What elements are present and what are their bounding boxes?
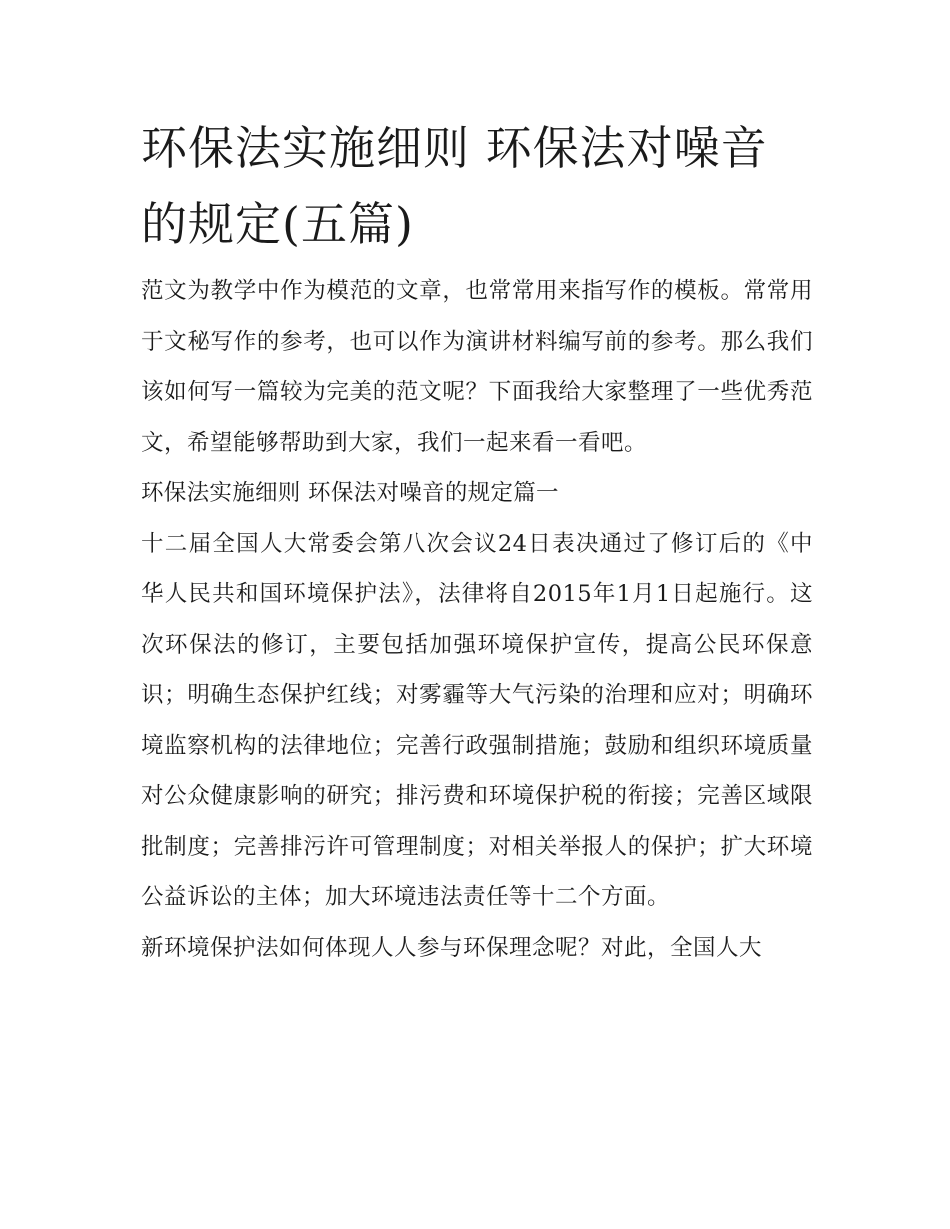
intro-paragraph: 范文为教学中作为模范的文章，也常常用来指写作的模板。常常用于文秘写作的参考，也可以作为演讲材料编写前的参考。那么我们该如何写一篇较为完美的范文呢？下面我给大家整理了一些优秀范文，希望能够帮助到大家，我们一起来看一看吧。: [141, 278, 813, 456]
section-heading: 环保法实施细则 环保法对噪音的规定篇一: [141, 480, 559, 506]
body-paragraph-2: 新环境保护法如何体现人人参与环保理念呢？对此，全国人大: [141, 934, 763, 961]
document-page: [141, 110, 813, 973]
document-title: 环保法实施细则 环保法对噪音的规定(五篇): [141, 121, 768, 251]
body-paragraph-1: 十二届全国人大常委会第八次会议24日表决通过了修订后的《中华人民共和国环境保护法》，法律将自2015年1月1日起施行。这次环保法的修订，主要包括加强环境保护宣传，提高公民环保意识；明确生态保护红线；对雾霾等大气污染的治理和应对；明确环境监察机构的法律地位；完善行政强制措施；鼓励和组织环境质量对公众健康影响的研究；排污费和环境保护税的衔接；完善区域限批制度；完善排污许可管理制度；对相关举报人的保护；扩大环境公益诉讼的主体；加大环境违法责任等十二个方面。: [141, 530, 813, 910]
